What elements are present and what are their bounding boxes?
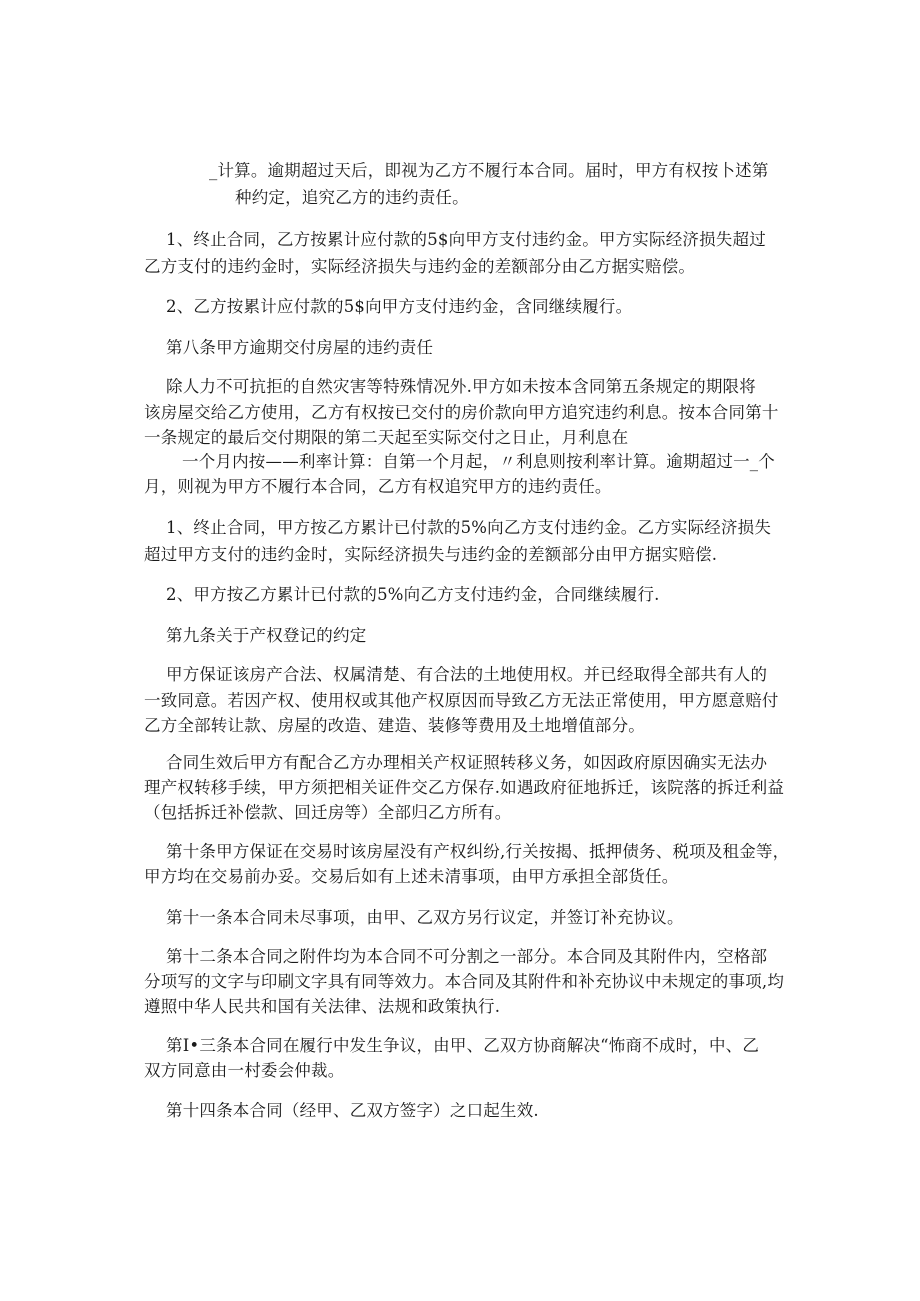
text-line: 乙方全部转让款、房屋的改造、建造、装修等费用及土地增值部分。 [144,716,645,735]
text-line: 理产权转移手续，甲方须把相关证件交乙方保存.如遇政府征地拆迁，该院落的拆迁利益 [144,778,785,797]
section-heading: 第十一条本合同未尽事项，由甲、乙双方另行议定，并签订补充协议。 [166,908,684,927]
section-heading: 第八条甲方逾期交付房屋的违约责任 [166,338,434,357]
text-line: 除人力不可抗拒的自然灾害等特殊情况外.甲方如未按本含同第五条规定的期限将 [166,377,756,396]
section-heading: 第九条关于产权登记的约定 [166,626,367,645]
text-line: 一致同意。若因产权、使用权或其他产权原因而导致乙方无法正常使用，甲方愿意赔付 [144,691,779,710]
text-line: 分项写的文字与印刷文字具有同等效力。本合同及其附件和补充协议中未规定的事项,均 [144,972,785,991]
text-line: 合同生效后甲方有配合乙方办理相关产权证照转移义务，如因政府原因确实无法办 [166,753,768,772]
text-line: 乙方支付的违约金时，实际经济损失与违约金的差额部分由乙方据实赔偿。 [144,257,696,276]
text-line: 一条规定的最后交付期限的第二天起至实际交付之日止，月利息在 [144,428,629,447]
text-line: _计算。逾期超过天后，即视为乙方不履行本合同。届时，甲方有权按卜述第 [209,161,769,180]
text-line: （包括拆迁补偿款、回迁房等）全部归乙方所有。 [144,803,512,822]
text-line: 2、乙方按累计应付款的5$向甲方支付违约金，含同继续履行。 [166,297,633,316]
text-line: 月，则视为甲方不履行本合同，乙方有权追究甲方的违约责任。 [144,477,612,496]
text-line: 超过甲方支付的违约金时，实际经济损失与违约金的差额部分由甲方据实赔偿. [144,545,718,564]
section-heading: 第I•三条本合同在履行中发生争议，由甲、乙双方协商解决“怖商不成时，中、乙 [166,1036,760,1055]
text-line: 1、终止合同，乙方按累计应付款的5$向甲方支付违约金。甲方实际经济损失超过 [166,230,766,249]
text-line: 1、终止合同，甲方按乙方累计已付款的5%向乙方支付违约金。乙方实际经济损失 [166,518,772,537]
text-line: 甲方保证该房产合法、权属清楚、有合法的土地使用权。并已经取得全部共有人的 [166,665,768,684]
section-heading: 第十条甲方保证在交易时该房屋没有产权纠纷,行关按揭、抵押债务、税项及租金等， [166,842,790,861]
section-heading: 第十二条本合同之附件均为本合同不可分割之一部分。本合同及其附件内，空格部 [166,947,768,966]
text-line: 甲方均在交易前办妥。交易后如有上述未清事项，由甲方承担全部货任。 [144,867,679,886]
text-line: 2、甲方按乙方累计已付款的5%向乙方支付违约金，合同继续履行. [166,585,660,604]
text-line: 该房屋交给乙方使用，乙方有权按已交付的房价款向甲方追究违约利息。按本合同第十 [144,403,779,422]
section-heading: 第十四条本合同（经甲、乙双方签字）之口起生效. [166,1101,539,1120]
text-line: 种约定，追究乙方的违约责任。 [235,188,469,207]
text-line: 双方同意由一村委会仲裁。 [144,1061,345,1080]
text-line: 遵照中华人民共和国有关法律、法规和政策执行. [144,997,501,1016]
text-line: 一个月内按——利率计算：自第一个月起，〃利息则按利率计算。逾期超过一_个 [182,452,775,471]
